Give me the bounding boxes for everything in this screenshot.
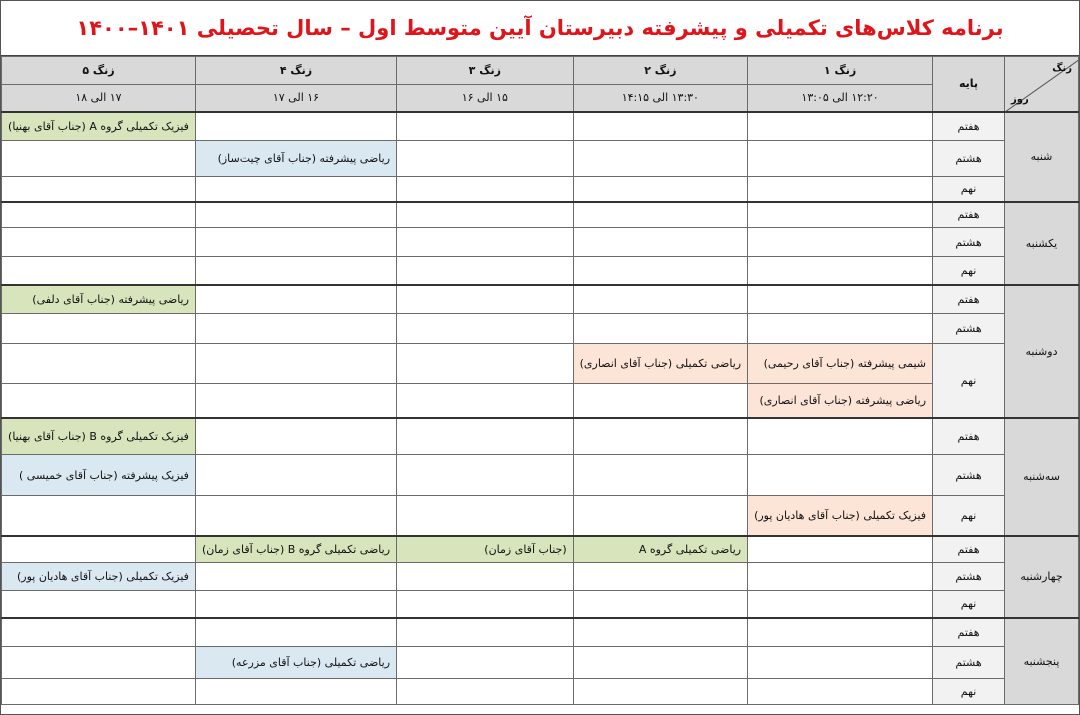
schedule-cell <box>748 141 933 177</box>
schedule-cell <box>748 314 933 344</box>
schedule-cell <box>195 591 396 618</box>
corner-day-label: روز <box>1011 93 1029 105</box>
grade-cell: هفتم <box>933 418 1005 455</box>
schedule-cell <box>573 455 747 496</box>
schedule-cell <box>397 496 574 536</box>
bell-4-header: زنگ ۴ <box>195 57 396 85</box>
schedule-cell <box>748 679 933 705</box>
schedule-cell <box>573 679 747 705</box>
schedule-cell <box>397 679 574 705</box>
corner-bell-label: زنگ <box>1052 63 1072 74</box>
schedule-cell <box>573 177 747 202</box>
schedule-cell <box>397 202 574 228</box>
bell-4-time: ۱۶ الی ۱۷ <box>195 85 396 112</box>
schedule-cell <box>195 496 396 536</box>
day-wednesday: چهارشنبه <box>1005 536 1079 618</box>
schedule-cell <box>195 455 396 496</box>
schedule-cell <box>397 591 574 618</box>
schedule-cell <box>195 112 396 141</box>
schedule-cell <box>748 591 933 618</box>
schedule-cell <box>2 314 196 344</box>
schedule-cell <box>2 228 196 257</box>
schedule-cell <box>748 285 933 314</box>
schedule-cell <box>195 285 396 314</box>
schedule-cell <box>573 418 747 455</box>
schedule-cell <box>2 679 196 705</box>
day-saturday: شنبه <box>1005 112 1079 202</box>
class-entry: ریاضی تکمیلی گروه A <box>573 536 747 563</box>
schedule-cell <box>195 618 396 647</box>
schedule-cell <box>748 112 933 141</box>
day-thursday: پنجشنبه <box>1005 618 1079 705</box>
day-tuesday: سه‌شنبه <box>1005 418 1079 536</box>
grade-cell: هفتم <box>933 285 1005 314</box>
schedule-cell <box>397 285 574 314</box>
grade-cell: نهم <box>933 679 1005 705</box>
grade-cell: هفتم <box>933 618 1005 647</box>
schedule-cell <box>2 202 196 228</box>
class-entry: ریاضی تکمیلی (جناب آقای مزرعه) <box>195 647 396 679</box>
class-entry: شیمی پیشرفته (جناب آقای رحیمی) <box>748 344 933 384</box>
grade-cell: نهم <box>933 344 1005 418</box>
class-entry: فیزیک تکمیلی گروه B (جناب آقای بهنیا) <box>2 418 196 455</box>
bell-5-time: ۱۷ الی ۱۸ <box>2 85 196 112</box>
class-entry: ریاضی پیشرفته (جناب آقای دلفی) <box>2 285 196 314</box>
schedule-cell <box>2 257 196 285</box>
schedule-cell <box>748 418 933 455</box>
schedule-cell <box>397 647 574 679</box>
schedule-cell <box>397 618 574 647</box>
grade-cell: هشتم <box>933 563 1005 591</box>
schedule-cell <box>748 202 933 228</box>
schedule-cell <box>397 344 574 384</box>
schedule-cell <box>748 647 933 679</box>
schedule-table <box>1 56 1079 705</box>
schedule-cell <box>573 257 747 285</box>
grade-cell: هشتم <box>933 141 1005 177</box>
schedule-cell <box>2 496 196 536</box>
grade-cell: نهم <box>933 257 1005 285</box>
schedule-cell <box>195 177 396 202</box>
grade-cell: هشتم <box>933 647 1005 679</box>
schedule-cell <box>2 618 196 647</box>
schedule-cell <box>573 314 747 344</box>
class-entry: فیزیک تکمیلی گروه A (جناب آقای بهنیا) <box>2 112 196 141</box>
grade-cell: نهم <box>933 177 1005 202</box>
schedule-cell <box>397 563 574 591</box>
schedule-cell <box>2 177 196 202</box>
schedule-cell <box>573 618 747 647</box>
schedule-cell <box>195 679 396 705</box>
bell-2-header: زنگ ۲ <box>573 57 747 85</box>
schedule-cell <box>573 647 747 679</box>
day-sunday: یکشنبه <box>1005 202 1079 285</box>
schedule-cell <box>195 384 396 418</box>
schedule-cell <box>748 563 933 591</box>
schedule-cell <box>397 257 574 285</box>
schedule-cell <box>748 257 933 285</box>
schedule-cell <box>748 618 933 647</box>
schedule-cell <box>748 536 933 563</box>
bell-5-header: زنگ ۵ <box>2 57 196 85</box>
schedule-cell <box>195 314 396 344</box>
class-entry: ریاضی پیشرفته (جناب آقای انصاری) <box>748 384 933 418</box>
schedule-cell <box>2 647 196 679</box>
schedule-cell <box>195 228 396 257</box>
page-title: برنامه کلاس‌های تکمیلی و پیشرفته دبیرستان آیین متوسط اول – سال تحصیلی ۱۴۰۱–۱۴۰۰ <box>1 1 1079 56</box>
class-entry: ریاضی تکمیلی (جناب آقای انصاری) <box>573 344 747 384</box>
schedule-cell <box>2 384 196 418</box>
corner-header <box>1005 57 1079 112</box>
grade-cell: هشتم <box>933 314 1005 344</box>
class-entry: فیزیک تکمیلی (جناب آقای هادیان پور) <box>2 563 196 591</box>
schedule-cell <box>573 141 747 177</box>
bell-2-time: ۱۳:۳۰ الی ۱۴:۱۵ <box>573 85 747 112</box>
class-entry: ریاضی پیشرفته (جناب آقای چیت‌ساز) <box>195 141 396 177</box>
grade-header: پایه <box>933 57 1005 112</box>
class-entry: فیزیک پیشرفته (جناب آقای خمیسی ) <box>2 455 196 496</box>
schedule-cell <box>397 384 574 418</box>
schedule-cell <box>397 418 574 455</box>
grade-cell: هفتم <box>933 202 1005 228</box>
schedule-cell <box>2 344 196 384</box>
schedule-cell <box>748 177 933 202</box>
schedule-cell <box>573 285 747 314</box>
schedule-cell <box>2 536 196 563</box>
grade-cell: نهم <box>933 591 1005 618</box>
schedule-cell <box>748 455 933 496</box>
grade-cell: هشتم <box>933 228 1005 257</box>
schedule-cell <box>573 202 747 228</box>
schedule-cell <box>397 228 574 257</box>
schedule-cell <box>397 177 574 202</box>
schedule-cell <box>397 455 574 496</box>
bell-3-time: ۱۵ الی ۱۶ <box>397 85 574 112</box>
schedule-cell <box>195 563 396 591</box>
schedule-cell <box>195 344 396 384</box>
bell-3-header: زنگ ۳ <box>397 57 574 85</box>
schedule-cell <box>573 496 747 536</box>
grade-cell: نهم <box>933 496 1005 536</box>
schedule-cell <box>573 563 747 591</box>
schedule-cell <box>2 591 196 618</box>
schedule-cell <box>573 112 747 141</box>
schedule-cell <box>195 418 396 455</box>
schedule-cell <box>397 112 574 141</box>
schedule-cell <box>195 202 396 228</box>
grade-cell: هفتم <box>933 112 1005 141</box>
bell-1-time: ۱۲:۲۰ الی ۱۳:۰۵ <box>748 85 933 112</box>
schedule-cell <box>573 228 747 257</box>
schedule-cell <box>397 141 574 177</box>
grade-cell: هشتم <box>933 455 1005 496</box>
day-monday: دوشنبه <box>1005 285 1079 418</box>
class-entry: فیزیک تکمیلی (جناب آقای هادیان پور) <box>748 496 933 536</box>
class-entry: (جناب آقای زمان) <box>397 536 574 563</box>
schedule-cell <box>573 384 747 418</box>
schedule-cell <box>748 228 933 257</box>
schedule-cell <box>397 314 574 344</box>
bell-1-header: زنگ ۱ <box>748 57 933 85</box>
schedule-cell <box>2 141 196 177</box>
schedule-cell <box>195 257 396 285</box>
schedule-cell <box>573 591 747 618</box>
grade-cell: هفتم <box>933 536 1005 563</box>
class-entry: ریاضی تکمیلی گروه B (جناب آقای زمان) <box>195 536 396 563</box>
